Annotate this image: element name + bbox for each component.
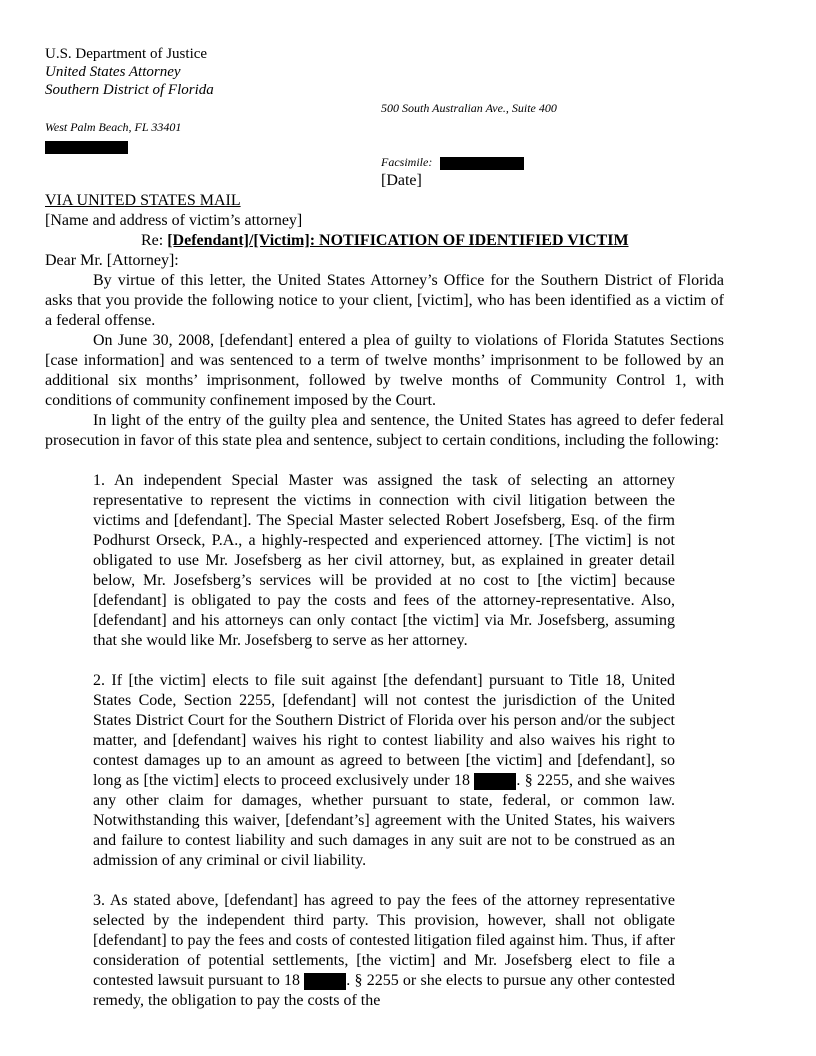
salutation: Dear Mr. [Attorney]:: [45, 252, 179, 269]
condition-3: [93, 891, 675, 1011]
paragraph-2: On June 30, 2008, [defendant] entered a plea of guilty to violations of Florida Statutes Sections [case information] and was sentenced to a term of twelve months’ imprisonment to be followed by an additional six months’ imprisonment, followed by twelve months of Community Control 1, with conditions of community confinement imposed by the Court.: [45, 332, 724, 409]
condition-3-part-b: . § 2255 or she elects to pursue any other contested remedy, the obligation to pay the costs of the: [93, 972, 676, 1009]
department-name: U.S. Department of Justice: [45, 46, 208, 62]
office-name: United States Attorney: [45, 64, 181, 80]
fax-label: Facsimile:: [381, 155, 433, 169]
condition-2: [93, 671, 675, 871]
condition-2-part-b: . § 2255, and she waives any other claim for damages, whether pursuant to state, federal, or common law. Notwithstanding this waiver, [defendant’s] agreement with the United States, his waivers and failure to contest liability and such damages in any suit are not to be construed as an admission of any criminal or civil liability.: [93, 772, 676, 869]
redacted-phone: [45, 138, 128, 156]
recipient: [Name and address of victim’s attorney]: [45, 212, 303, 229]
paragraph-1: By virtue of this letter, the United States Attorney’s Office for the Southern District of Florida asks that you provide the following notice to your client, [victim], who has been identified as a victim of a federal offense.: [45, 272, 724, 329]
fax-line: [381, 155, 524, 170]
district-name: Southern District of Florida: [45, 82, 214, 98]
re-prefix: Re:: [141, 232, 164, 249]
condition-1: 1. An independent Special Master was assigned the task of selecting an attorney representative to represent the victims in connection with civil litigation between the victims and [defendant]. The Special Master selected Robert Josefsberg, Esq. of the firm Podhurst Orseck, P.A., a highly-respected and experienced attorney. [The victim] is not obligated to use Mr. Josefsberg as her civil attorney, but, as explained in greater detail below, Mr. Josefsberg’s services will be provided at no cost to [the victim] because [defendant] is obligated to pay the costs and fees of the attorney-representative. Also, [defendant] and his attorneys can only contact [the victim] via Mr. Josefsberg, assuming that she would like Mr. Josefsberg to serve as her attorney.: [93, 472, 675, 649]
re-line: [141, 231, 629, 251]
paragraph-3: In light of the entry of the guilty plea and sentence, the United States has agreed to defer federal prosecution in favor of this state plea and sentence, subject to certain conditions, including the following:: [45, 412, 724, 449]
office-address: 500 South Australian Ave., Suite 400: [381, 101, 557, 115]
condition-3-part-a: 3. As stated above, [defendant] has agreed to pay the fees of the attorney representative selected by the independent third party. This provision, however, shall not obligate [defendant] to pay the fees and costs of contested litigation filed against him. Thus, if after consideration of potential settlements, [the victim] and Mr. Josefsberg elect to file a contested lawsuit pursuant to 18: [93, 892, 675, 989]
redacted-usc: [474, 773, 516, 790]
letter-date: [Date]: [381, 172, 422, 189]
re-subject: [Defendant]/[Victim]: NOTIFICATION OF IDENTIFIED VICTIM: [167, 232, 629, 249]
redacted-usc: [304, 973, 346, 990]
delivery-method: VIA UNITED STATES MAIL: [45, 192, 241, 209]
redacted-fax: [440, 157, 524, 170]
office-city: West Palm Beach, FL 33401: [45, 120, 182, 134]
condition-2-part-a: 2. If [the victim] elects to file suit against [the defendant] pursuant to Title 18, United States Code, Section 2255, [defendant] will not contest the jurisdiction of the United States District Court for the Southern District of Florida over his person and/or the subject matter, and [defendant] waives his right to contest liability and also waives his right to contest damages up to an amount as agreed to between [the victim] and [defendant], so long as [the victim] elects to proceed exclusively under 18: [93, 672, 675, 789]
